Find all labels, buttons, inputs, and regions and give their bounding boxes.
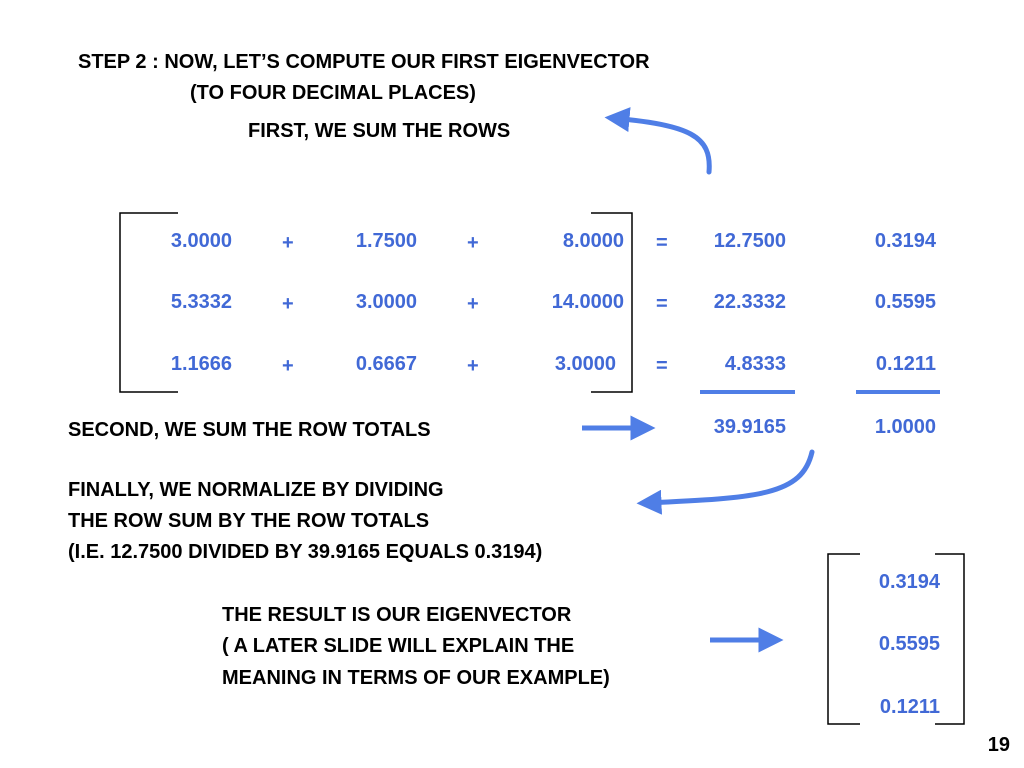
row-totals-sum: 39.9165 bbox=[713, 416, 786, 438]
matrix-cell-r3-c3: 3.0000 bbox=[554, 353, 616, 375]
result-line-2: ( A LATER SLIDE WILL EXPLAIN THE bbox=[222, 635, 575, 657]
curved-arrow-icon bbox=[644, 452, 812, 503]
matrix-cell-r1-c2: 1.7500 bbox=[355, 230, 417, 252]
normalized-value-1: 0.3194 bbox=[874, 230, 936, 252]
plus-sign: + bbox=[467, 232, 479, 254]
eigenvector-value-2: 0.5595 bbox=[878, 633, 940, 655]
matrix-cell-r3-c2: 0.6667 bbox=[355, 353, 417, 375]
eigenvector-value-1: 0.3194 bbox=[878, 571, 940, 593]
eigenvector-value-3: 0.1211 bbox=[879, 696, 940, 718]
plus-sign: + bbox=[467, 293, 479, 315]
finally-line-3: (I.E. 12.7500 DIVIDED BY 39.9165 EQUALS 0.3194) bbox=[68, 541, 543, 563]
slide-title-line-1: STEP 2 : NOW, LET’S COMPUTE OUR FIRST EIGENVECTOR bbox=[78, 51, 650, 73]
curved-arrow-icon bbox=[612, 118, 709, 172]
matrix-cell-r1-c3: 8.0000 bbox=[562, 230, 624, 252]
equals-sign: = bbox=[656, 293, 668, 315]
plus-sign: + bbox=[467, 355, 479, 377]
first-caption: FIRST, WE SUM THE ROWS bbox=[248, 120, 511, 142]
equals-sign: = bbox=[656, 232, 668, 254]
matrix-cell-r2-c3: 14.0000 bbox=[551, 291, 624, 313]
normalized-value-2: 0.5595 bbox=[874, 291, 936, 313]
row-sum-2: 22.3332 bbox=[713, 291, 786, 313]
result-line-3: MEANING IN TERMS OF OUR EXAMPLE) bbox=[222, 667, 610, 689]
eigenvector-left-bracket-icon bbox=[828, 554, 860, 724]
finally-line-2: THE ROW SUM BY THE ROW TOTALS bbox=[68, 510, 430, 532]
matrix-cell-r2-c1: 5.3332 bbox=[170, 291, 232, 313]
sum-underline bbox=[700, 390, 795, 394]
norm-underline bbox=[856, 390, 940, 394]
finally-line-1: FINALLY, WE NORMALIZE BY DIVIDING bbox=[68, 479, 444, 501]
plus-sign: + bbox=[282, 355, 294, 377]
matrix-cell-r2-c2: 3.0000 bbox=[355, 291, 417, 313]
normalized-total: 1.0000 bbox=[874, 416, 936, 438]
row-sum-3: 4.8333 bbox=[724, 353, 786, 375]
left-bracket-icon bbox=[120, 213, 178, 392]
equals-sign: = bbox=[656, 355, 668, 377]
matrix-cell-r3-c1: 1.1666 bbox=[170, 353, 232, 375]
result-line-1: THE RESULT IS OUR EIGENVECTOR bbox=[222, 604, 572, 626]
row-sum-1: 12.7500 bbox=[713, 230, 786, 252]
matrix-cell-r1-c1: 3.0000 bbox=[170, 230, 232, 252]
slide-title-line-2: (TO FOUR DECIMAL PLACES) bbox=[190, 82, 476, 104]
normalized-value-3: 0.1211 bbox=[875, 353, 936, 375]
page-number: 19 bbox=[987, 734, 1010, 756]
plus-sign: + bbox=[282, 232, 294, 254]
second-caption: SECOND, WE SUM THE ROW TOTALS bbox=[68, 419, 431, 441]
plus-sign: + bbox=[282, 293, 294, 315]
